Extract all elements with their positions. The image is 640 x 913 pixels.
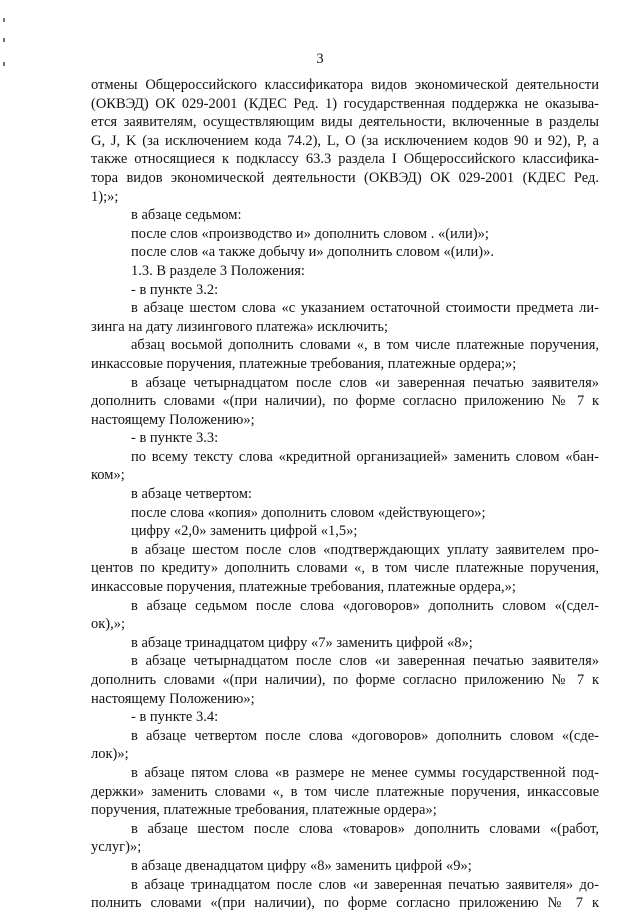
document-body [91,76,599,913]
text-line: в абзаце четырнадцатом после слов «и заверенная печатью заявителя» [131,653,599,670]
text-line: отмены Общероссийского классификатора видов экономической деятельности [91,77,599,93]
text-line: в абзаце четвертом: [131,486,252,503]
text-line: настоящему Положению»; [91,690,255,707]
text-line: ется заявителям, осуществляющим виды деятельности, включенные в разделы [91,114,599,131]
text-line: тора видов экономической деятельности (ОКВЭД) ОК 029-2001 (КДЕС Ред. [91,169,599,186]
page-number: 3 [316,51,324,67]
text-line: в абзаце пятом слова «в размере не менее суммы государственной под- [131,764,599,781]
scan-artifact [3,38,5,42]
text-line: цифру «2,0» заменить цифрой «1,5»; [131,523,358,540]
text-line: зинга на дату лизингового платежа» исключить; [91,318,389,335]
text-line: - в пункте 3.2: [131,281,219,298]
text-line: в абзаце шестом слова «с указанием остаточной стоимости предмета ли- [131,300,599,317]
text-line: абзац восьмой дополнить словами «, в том числе платежные поручения, [131,337,599,354]
scan-artifact [3,18,5,22]
text-line: - в пункте 3.4: [131,709,219,726]
text-line: после слов «а также добычу и» дополнить словом «(или)». [131,244,494,261]
text-line: в абзаце четырнадцатом после слов «и заверенная печатью заявителя» [131,374,599,391]
text-line: по всему тексту слова «кредитной организацией» заменить словом «бан- [131,448,599,465]
text-line: (ОКВЭД) ОК 029-2001 (КДЕС Ред. 1) государственная поддержка не оказыва- [91,95,599,112]
text-line: 1.3. В разделе 3 Положения: [131,262,305,279]
text-line: лок)»; [91,746,129,763]
text-line: также относящиеся к подклассу 63.3 раздела I Общероссийского классифика- [91,151,599,168]
text-line: в абзаце шестом после слова «товаров» дополнить словами «(работ, [131,820,599,837]
text-line: настоящему Положению»; [91,411,255,428]
text-line: - в пункте 3.3: [131,430,219,447]
text-line: G, J, K (за исключением кода 74.2), L, O (за исключением кодов 90 и 92), P, а [91,132,599,149]
text-line: в абзаце тринадцатом после слов «и заверенная печатью заявителя» до- [131,876,599,893]
text-line: в абзаце седьмом после слова «договоров» дополнить словом «(сдел- [131,597,599,614]
text-line: полнить словами «(при наличии), по форме согласно приложению № 7 к [91,895,599,912]
text-line: в абзаце тринадцатом цифру «7» заменить цифрой «8»; [131,634,473,651]
text-line: в абзаце двенадцатом цифру «8» заменить цифрой «9»; [131,857,472,874]
text-line: инкассовые поручения, платежные требования, платежные ордера,»; [91,579,516,596]
text-line: после слов «производство и» дополнить словом . «(или)»; [131,225,489,242]
text-line: дополнить словами «(при наличии), по форме согласно приложению № 7 к [91,393,599,410]
text-line: в абзаце седьмом: [131,207,242,224]
text-line: инкассовые поручения, платежные требования, платежные ордера;»; [91,355,517,372]
text-line: поручения, платежные требования, платежные ордера»; [91,802,437,819]
text-line: ок),»; [91,616,126,633]
text-line: центов по кредиту» дополнить словами «, в том числе платежные поручения, [91,560,599,577]
text-line: 1);»; [91,188,119,205]
text-line: услуг)»; [91,839,142,856]
text-line: в абзаце четвертом после слова «договоров» дополнить словом «(сде- [131,727,599,744]
text-line: держки» заменить словами «, в том числе платежные поручения, инкассовые [91,783,599,800]
text-line: ком»; [91,467,125,484]
text-line: в абзаце шестом после слов «подтверждающих уплату заявителем про- [131,541,599,558]
text-line: дополнить словами «(при наличии), по форме согласно приложению № 7 к [91,672,599,688]
text-line: после слова «копия» дополнить словом «действующего»; [131,504,486,521]
